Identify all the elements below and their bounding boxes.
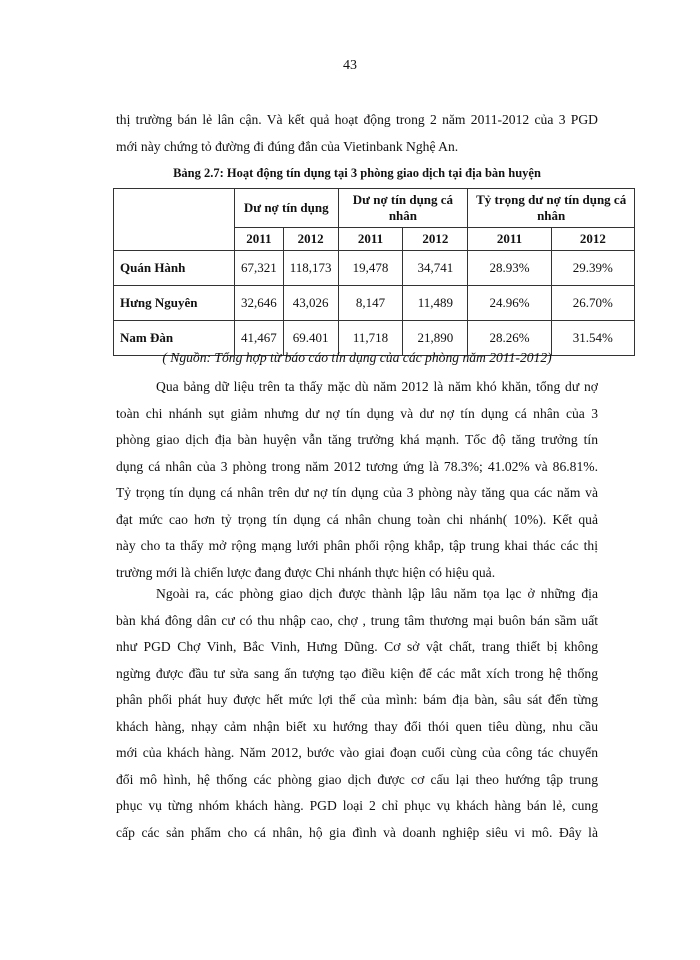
value-cell: 19,478 xyxy=(338,251,403,286)
body-paragraph xyxy=(116,581,598,846)
text-line: phục vụ từng nhóm khách hàng. PGD loại 2 chỉ phục vụ khách hàng bán lẻ, cung xyxy=(116,798,598,813)
text-line: phân phối phát huy được hết mức lợi thế của mình: bám địa bàn, sâu sát đến từng xyxy=(116,692,598,707)
value-cell: 67,321 xyxy=(235,251,284,286)
year-header: 2012 xyxy=(403,228,468,251)
text-line: này cho ta thấy mở rộng mạng lưới phân phối rộng khắp, tập trung khai thác các thị xyxy=(116,538,598,553)
value-cell: 41,467 xyxy=(235,321,284,356)
year-header: 2011 xyxy=(235,228,284,251)
value-cell: 11,489 xyxy=(403,286,468,321)
value-cell: 21,890 xyxy=(403,321,468,356)
intro-paragraph xyxy=(116,107,598,160)
value-cell: 8,147 xyxy=(338,286,403,321)
branch-name-cell: Hưng Nguyên xyxy=(114,286,235,321)
branch-name-cell: Quán Hành xyxy=(114,251,235,286)
value-cell: 28.93% xyxy=(468,251,551,286)
text-line: khách hàng, nhạy cảm nhận biết xu hướng thay đổi thói quen tiêu dùng, nhu cầu xyxy=(116,718,598,734)
text-line: Tỷ trọng tín dụng cá nhân trên dư nợ tín dụng của 3 phòng này tăng qua các năm và xyxy=(116,485,598,500)
text-line: mới của khách hàng. Năm 2012, bước vào giai đoạn cuối cùng của công tác chuyển xyxy=(116,745,598,760)
value-cell: 11,718 xyxy=(338,321,403,356)
value-cell: 118,173 xyxy=(283,251,338,286)
table-source-note: ( Nguồn: Tổng hợp từ báo cáo tín dụng của các phòng năm 2011-2012) xyxy=(162,350,552,365)
empty-header-cell xyxy=(114,189,235,251)
table-row xyxy=(114,251,635,286)
table-header-row xyxy=(114,189,635,228)
value-cell: 34,741 xyxy=(403,251,468,286)
column-group-header: Dư nợ tín dụng cá nhân xyxy=(338,189,468,228)
text-line: đổi mô hình, hệ thống các phòng giao dịch được cơ cấu lại theo hướng tập trung xyxy=(116,771,598,787)
text-line: mới này chứng tỏ đường đi đúng đắn của Vietinbank Nghệ An. xyxy=(116,138,459,154)
analysis-paragraph xyxy=(116,374,598,586)
text-line: cấp các sản phẩm cho cá nhân, hộ gia đình và doanh nghiệp siêu vi mô. Đây là xyxy=(116,824,598,840)
value-cell: 69.401 xyxy=(283,321,338,356)
text-line: bàn khá đông dân cư có thu nhập cao, chợ , trung tâm thương mại buôn bán sầm uất xyxy=(116,612,598,628)
value-cell: 28.26% xyxy=(468,321,551,356)
page-number: 43 xyxy=(343,58,357,73)
year-header: 2011 xyxy=(338,228,403,251)
value-cell: 32,646 xyxy=(235,286,284,321)
text-line: như PGD Chợ Vinh, Bắc Vinh, Hưng Dũng. Cơ sở vật chất, trang thiết bị không xyxy=(116,639,598,654)
column-group-header: Dư nợ tín dụng xyxy=(235,189,339,228)
year-header: 2012 xyxy=(283,228,338,251)
value-cell: 24.96% xyxy=(468,286,551,321)
text-line: Qua bảng dữ liệu trên ta thấy mặc dù năm 2012 là năm khó khăn, tổng dư nợ xyxy=(156,379,598,394)
branch-name-cell: Nam Đàn xyxy=(114,321,235,356)
text-line: trường mới là chiến lược đang được Chi nhánh thực hiện có hiệu quả. xyxy=(116,564,496,580)
value-cell: 26.70% xyxy=(551,286,634,321)
text-line: thị trường bán lẻ lân cận. Và kết quả hoạt động trong 2 năm 2011-2012 của 3 PGD xyxy=(116,112,598,127)
text-line: đạt mức cao hơn tỷ trọng tín dụng cá nhân chung toàn chi nhánh( 10%). Kết quả xyxy=(116,511,598,527)
value-cell: 29.39% xyxy=(551,251,634,286)
table-caption: Bảng 2.7: Hoạt động tín dụng tại 3 phòng giao dịch tại địa bàn huyện xyxy=(173,166,541,180)
text-line: Ngoài ra, các phòng giao dịch được thành lập lâu năm tọa lạc ở những địa xyxy=(156,586,598,601)
year-header: 2011 xyxy=(468,228,551,251)
value-cell: 31.54% xyxy=(551,321,634,356)
text-line: phòng giao dịch địa bàn huyện vẫn tăng trưởng khá mạnh. Tốc độ tăng trưởng tín xyxy=(116,432,598,447)
credit-activity-table xyxy=(113,188,635,356)
year-header: 2012 xyxy=(551,228,634,251)
column-group-header: Tỷ trọng dư nợ tín dụng cá nhân xyxy=(468,189,635,228)
value-cell: 43,026 xyxy=(283,286,338,321)
table-row xyxy=(114,286,635,321)
text-line: toàn chi nhánh sụt giảm nhưng dư nợ tín dụng và dư nợ tín dụng cá nhân của 3 xyxy=(116,405,598,421)
text-line: ngừng được đầu tư sửa sang ấn tượng tạo điều kiện để các mắt xích trong hệ thống xyxy=(116,665,598,681)
text-line: dụng cá nhân của 3 phòng trong năm 2012 tương ứng là 78.3%; 41.02% và 86.81%. xyxy=(116,458,598,474)
